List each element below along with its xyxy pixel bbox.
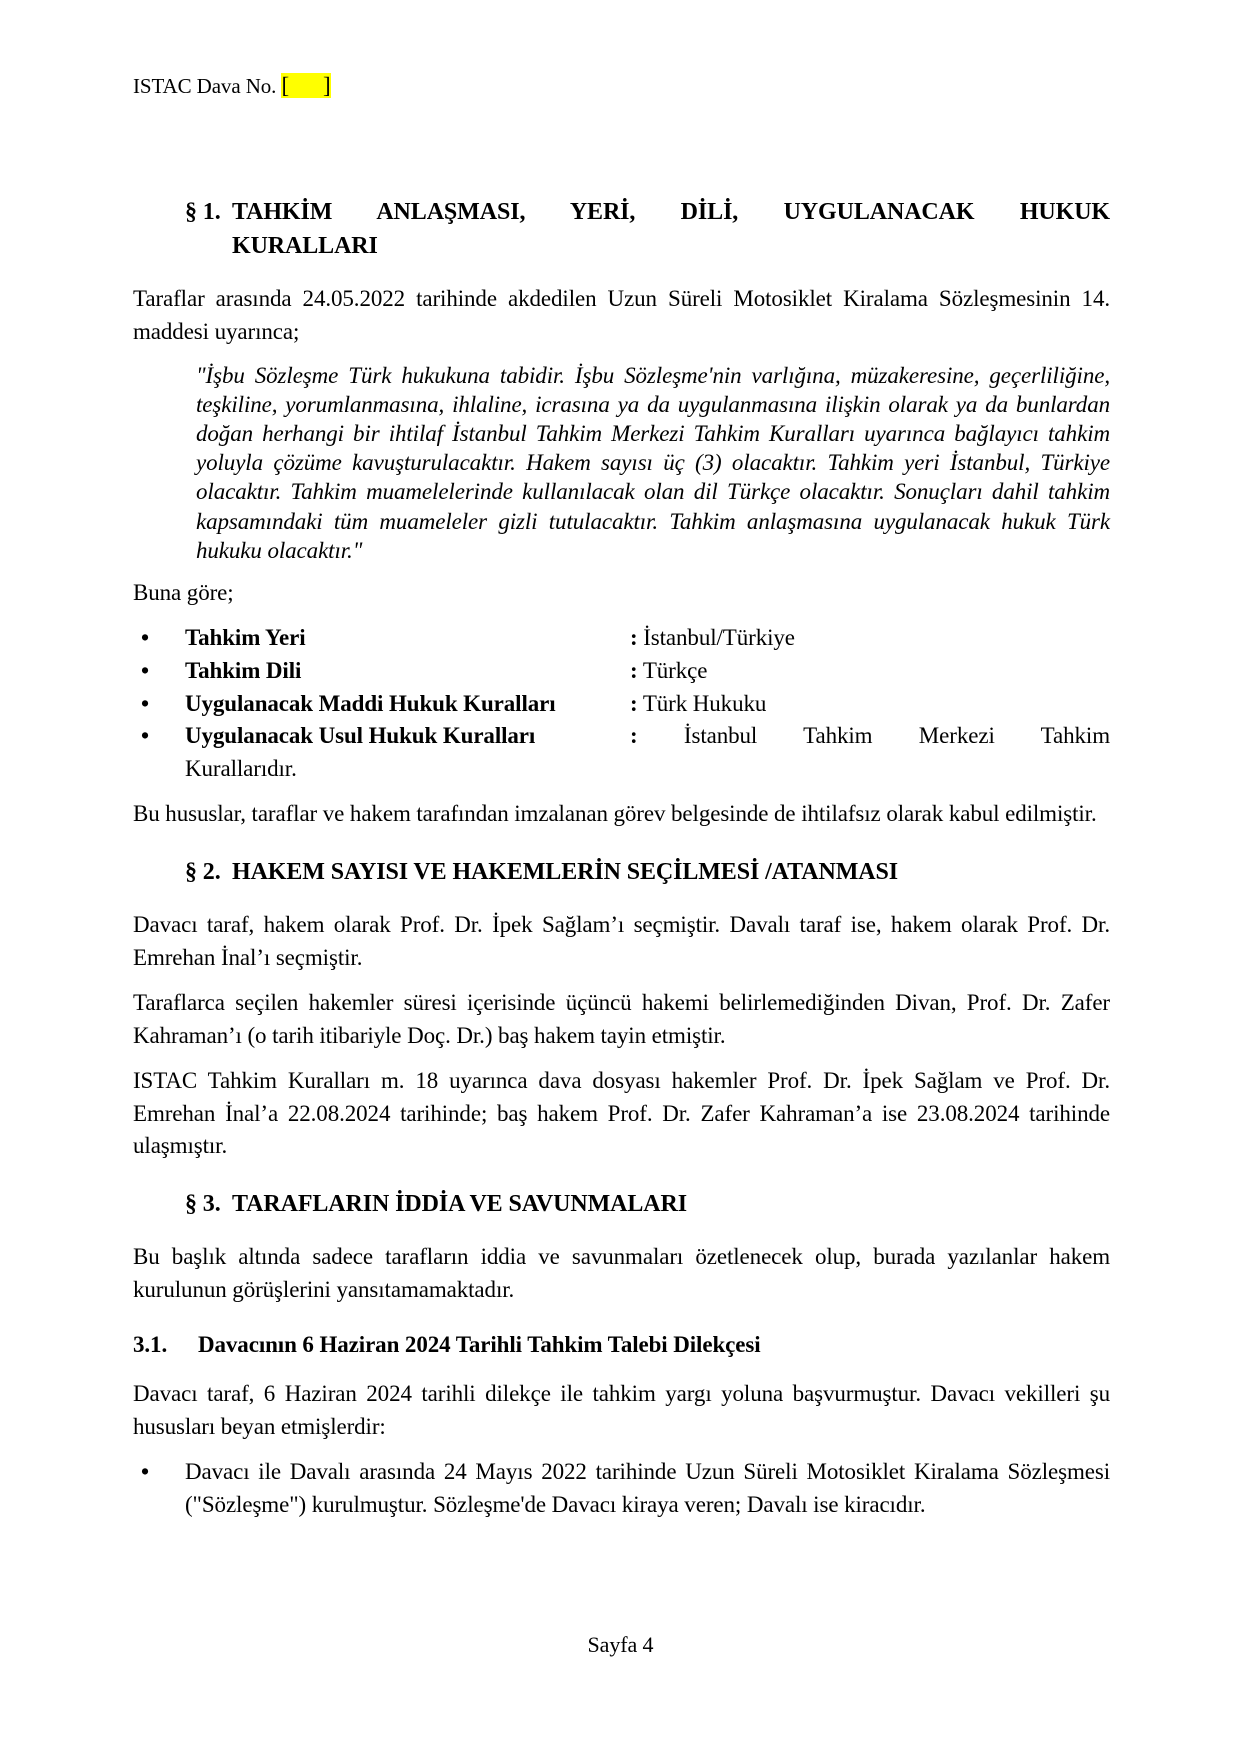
section-2-paragraph: ISTAC Tahkim Kuralları m. 18 uyarınca dava dosyası hakemler Prof. Dr. İpek Sağlam ve Prof. Dr. Emrehan İnal’a 22.08.2024 tarihinde; baş hakem Prof. Dr. Zafer Kahraman’a ise 23.08.2024 tarihinde ulaşmıştır. xyxy=(133,1067,1110,1159)
section-1-intro-paragraph: Taraflar arasında 24.05.2022 tarihinde akdedilen Uzun Süreli Motosiklet Kiralama Sözleşmesinin 14. maddesi uyarınca; xyxy=(133,285,1110,344)
section-2-title: HAKEM SAYISI VE HAKEMLERİN SEÇİLMESİ /ATANMASI xyxy=(232,859,898,886)
section-3-title: TARAFLARIN İDDİA VE SAVUNMALARI xyxy=(232,1191,687,1218)
running-header xyxy=(133,0,1110,100)
term-value-text: Türkçe xyxy=(642,657,708,683)
term-label: • Tahkim Yeri xyxy=(185,624,306,650)
statement-text: • Davacı ile Davalı arasında 24 Mayıs 2022 tarihinde Uzun Süreli Motosiklet Kiralama Sözleşmesi ("Sözleşme") kurulmuştur. Sözleşme'de Davacı kiraya veren; Davalı ise kiracıdır. xyxy=(185,1458,1110,1517)
term-value xyxy=(630,720,1110,753)
claimant-statements-list xyxy=(133,1456,1110,1522)
section-2-paragraph: Davacı taraf, hakem olarak Prof. Dr. İpek Sağlam’ı seçmiştir. Davalı taraf ise, hakem olarak Prof. Dr. Emrehan İnal’ı seçmiştir. xyxy=(133,912,1110,970)
term-label: • Uygulanacak Usul Hukuk Kuralları xyxy=(185,723,536,749)
term-value-text: İstanbul/Türkiye xyxy=(643,624,795,650)
term-separator: : xyxy=(630,657,638,683)
list-item xyxy=(133,688,1110,721)
term-separator: : xyxy=(630,723,638,749)
list-item xyxy=(133,1456,1110,1522)
contract-clause-quote: "İşbu Sözleşme Türk hukukuna tabidir. İşbu Sözleşme'nin varlığına, müzakeresine, geçerliliğine, teşkiline, yorumlanmasına, ihlaline, icrasına ya da uygulanmasına ilişkin olarak ya da bunlardan doğan herhangi bir ihtilaf İstanbul Tahkim Merkezi Tahkim Kuralları uyarınca bağlayıcı tahkim yoluyla çözüme kavuşturulacaktır. Hakem sayısı üç (3) olacaktır. Tahkim yeri İstanbul, Türkiye olacaktır. Tahkim muamelelerinde kullanılacak olan dil Türkçe olacaktır. Sonuçları dahil tahkim kapsamındaki tüm muameleler gizli tutulacaktır. Tahkim anlaşmasına uygulanacak hukuk Türk hukuku olacaktır." xyxy=(196,362,1110,563)
list-item xyxy=(133,720,1110,786)
section-3-intro-paragraph: Bu başlık altında sadece tarafların iddia ve savunmaları özetlenecek olup, burada yazılanlar hakem kurulunun görüşlerini yansıtamamaktadır. xyxy=(133,1244,1110,1303)
section-2-paragraph: Taraflarca seçilen hakemler süresi içerisinde üçüncü hakemi belirlemediğinden Divan, Prof. Dr. Zafer Kahraman’ı (o tarih itibariyle Doç. Dr.) baş hakem tayin etmiştir. xyxy=(133,989,1110,1048)
term-value xyxy=(630,622,1110,655)
section-2-number: § 2. xyxy=(185,859,221,886)
list-item xyxy=(133,622,1110,655)
section-3-number: § 3. xyxy=(185,1191,221,1218)
case-number-label: ISTAC Dava No. xyxy=(133,74,277,98)
term-value-text: Türk Hukuku xyxy=(642,690,767,716)
section-1-title-line-2: KURALLARI xyxy=(232,232,378,259)
case-number-redacted: [ ] xyxy=(281,73,331,98)
footer-page-number: Sayfa 4 xyxy=(587,1631,654,1657)
term-value-continuation: Kurallarıdır. xyxy=(185,756,297,782)
term-separator: : xyxy=(630,690,638,716)
term-value xyxy=(630,688,1110,721)
section-1-number: § 1. xyxy=(185,198,221,225)
section-3-heading xyxy=(185,1187,1110,1221)
term-label: • Tahkim Dili xyxy=(185,657,302,683)
arbitration-terms-list xyxy=(133,622,1110,786)
term-separator: : xyxy=(630,624,638,650)
term-label: • Uygulanacak Maddi Hukuk Kuralları xyxy=(185,690,556,716)
section-2-heading xyxy=(185,855,1110,889)
subsection-3-1-title: Davacının 6 Haziran 2024 Tarihli Tahkim Talebi Dilekçesi xyxy=(198,1332,761,1358)
section-1-closing-paragraph: Bu hususlar, taraflar ve hakem tarafından imzalanan görev belgesinde de ihtilafsız olarak kabul edilmiştir. xyxy=(133,801,1097,827)
term-value xyxy=(630,655,1110,688)
section-3-paragraph: Davacı taraf, 6 Haziran 2024 tarihli dilekçe ile tahkim yargı yoluna başvurmuştur. Davacı vekilleri şu hususları beyan etmişlerdir: xyxy=(133,1380,1110,1439)
lead-in-text: Buna göre; xyxy=(133,579,234,605)
list-item xyxy=(133,655,1110,688)
subsection-3-1-heading xyxy=(133,1329,1110,1362)
subsection-3-1-number: 3.1. xyxy=(133,1332,168,1358)
section-1-title-line-1: TAHKİM ANLAŞMASI, YERİ, DİLİ, UYGULANACAK HUKUK xyxy=(232,198,1110,225)
term-value-text: İstanbul Tahkim Merkezi Tahkim xyxy=(683,723,1110,749)
section-1-heading xyxy=(185,195,1110,263)
section-1-title xyxy=(232,195,1110,263)
